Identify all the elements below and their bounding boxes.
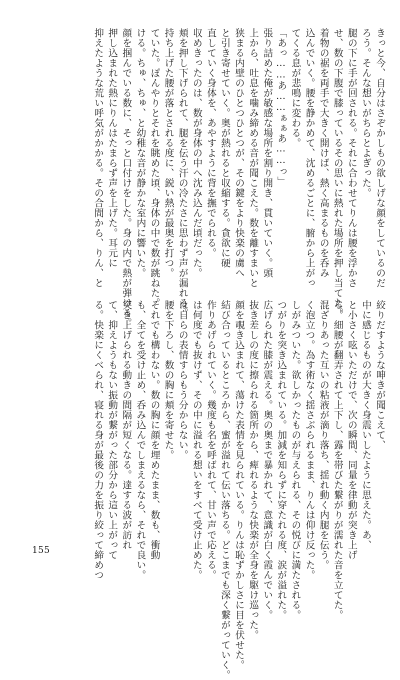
text-column: 中に感じるものが大きく身震いしたように思えた。あ、: [359, 300, 371, 550]
text-column: 狭まる内壁のひとつひとつが、その鍵をより快楽の虜へ: [233, 28, 245, 278]
text-column: 作りあげられていく。幾度も名を呼ばれて、甘い声で応える。: [204, 300, 216, 580]
text-column: く泡立つ。為す術なく揺さぶられるまま、りんは仰け反った。: [303, 300, 315, 580]
text-column: 張り詰めた俺が敏感な場所を割り開き、貫いていく。頭: [261, 28, 273, 278]
text-column: 抑えたような荒い呼気がかかる。その合間から、りん、と: [92, 28, 104, 288]
text-column: 絞りだすような呻きが聞こえて、: [374, 300, 385, 450]
text-column: 収めきったのは、数が身体の中へ沈み込んだ頃だった。: [190, 28, 202, 278]
text-column: 押し込まれた熱にりんはたまらず声を上げた。耳元に: [106, 28, 118, 268]
text-column: 広げられた膝が震える。奥の奥まで暴かれて、意識が白く霞んでいく。: [261, 300, 273, 620]
text-column: 抜き差しの度に擦られる箇所から、痺れるような快楽が全身を駆け巡った。: [247, 300, 259, 640]
text-column: 持ち上げた腰が落とされる度に、鋭い熱が最奥を打つ。: [162, 28, 174, 278]
text-column: ろう。そんな想いがちらとよぎった。: [359, 28, 371, 198]
text-column: 結び合っているところから、蜜が溢れて伝い落ちる。どこまでも深く繋がっていく。: [218, 300, 230, 680]
text-column: しがみついた。欲しかったものが与えられる、その悦びに満たされる。: [289, 300, 301, 620]
upper-text-block: [90, 28, 386, 328]
text-column: て、抑えようもない振動が繋がった部分から這い上がって: [106, 300, 118, 560]
text-column: 腿の下に手が回される。それに合わせてりんは腰を浮かさ: [345, 28, 357, 288]
text-column: つがりを突き込まれている。加減を知らずに穿たれる度、涙が溢れた。: [275, 300, 287, 620]
text-column: ける。ちゅ、ちゅ、と幼稚な音が静かな室内に響いた。: [134, 28, 146, 278]
text-column: 腰を下ろし、数の胸に頬を寄せた。: [162, 300, 174, 460]
text-column: も、全てを受け止め、呑み込んでしまえるなら、それで良い。: [134, 300, 146, 580]
text-column: は自らの表情すらもう分からない。: [176, 300, 188, 460]
text-column: と小さく呟いただけで、次の瞬間、同量を律動が突き上げ: [345, 300, 357, 560]
text-column: せ、数の下腹で膝っているその思いに熱れた場所を押し当てた。: [331, 28, 343, 318]
text-column: と引き寄せていく。奥が熱れると収縮する。貪欲に硬: [218, 28, 230, 268]
text-column: る。細腰が翻弄されて上下し、露を帯びた繋がりが濡れた音を立てた。: [331, 300, 343, 620]
text-column: 突き上げられる動きの間隔が短くなる。達する波が訪れ: [120, 300, 132, 550]
text-column: は何度でも抜けず、その中に溢れる想いをすべて受け止めた。: [190, 300, 202, 580]
text-column: 頬を押し下げられて、腿を伝う汗の冷たさに思わず声が漏れる。: [176, 28, 188, 318]
text-column: それでも構わない。数の胸に顔を埋めたまま、数も、衝動: [148, 300, 160, 560]
text-column: 着物の裾を両手で大きく開けば、熱く高まるものを呑み: [317, 28, 329, 278]
text-column: きっと今、自分はさぞかしもの欲しげな顔をしているのだ: [374, 28, 385, 288]
text-column: てくる息が悲鳴に変わる。: [289, 28, 301, 148]
text-column: 顔を覗き込まれて、蕩けた表情を見られている。りんは恥ずかしさに目を伏せた。: [233, 300, 245, 670]
text-column: 混ざりあった互いの粘液が滴り落ち、揺れ動く内腿を伝う。: [317, 300, 329, 570]
page-number: 155: [32, 546, 51, 556]
text-column: 「あっ……あ……ぁぁあ……っ」: [275, 28, 287, 187]
text-column: 直していく身体を、あやすように背を撫でられる。: [204, 28, 216, 258]
text-column: 込んでいく。腰を静かめて、沈めるごとに、腑から上がっ: [303, 28, 315, 288]
text-column: ていた。ぽんやりとそれを眺めた頃、身体の中で数が跳ねた。: [148, 28, 160, 308]
text-column: る。快楽にくべられ、寝れる身が最後の力を振り絞って締めつ: [92, 300, 104, 580]
lower-text-block: [90, 300, 386, 680]
text-column: 顔を掴んでいる数に、そっと口付けをした。身の内で熱が弾ける。: [120, 28, 132, 328]
text-column: 上から、吐息を噛み締める音が聞こえた。数を離すまいと: [247, 28, 259, 288]
